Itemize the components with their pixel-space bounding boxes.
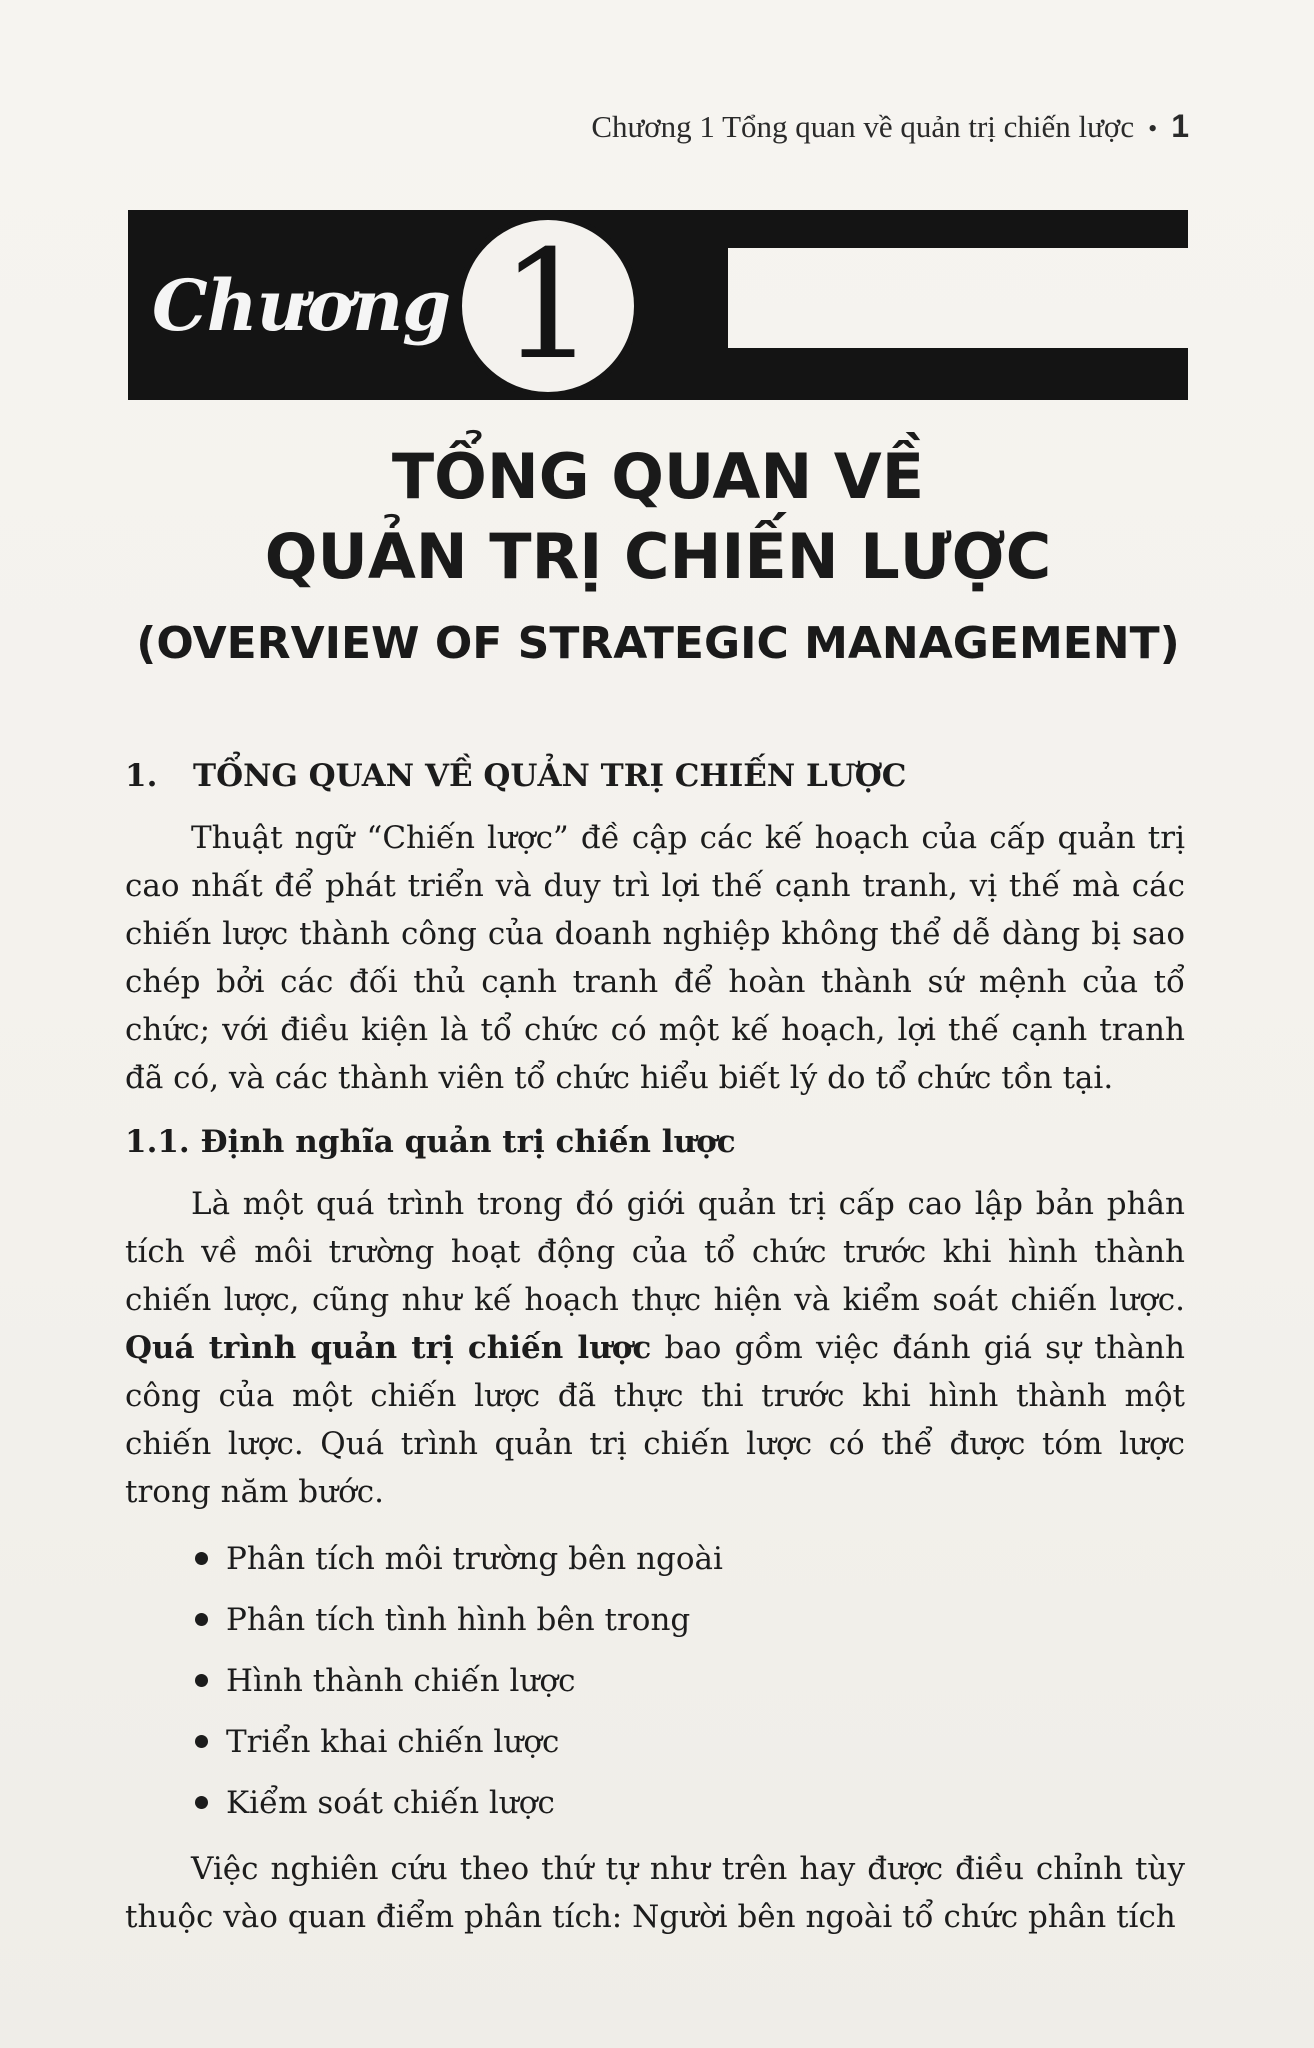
list-item [195,1650,1185,1711]
list-item [195,1711,1185,1772]
definition-text-start: Là một quá trình trong đó giới quản trị cấp cao lập bản phân tích về môi trường hoạt động của tổ chức trước khi hình thành chiến lược, cũng như kế hoạch thực hiện và kiểm soát chiến lược. [125,1186,1185,1318]
chapter-banner [128,210,1188,400]
running-header-title: Chương 1 Tổng quan về quản trị chiến lược [591,109,1135,144]
banner-bar-right [688,348,1188,400]
bullet-icon [195,1674,208,1687]
chapter-number: 1 [500,219,596,393]
chapter-title-line2: QUẢN TRỊ CHIẾN LƯỢC [264,520,1052,593]
list-item-text: Kiểm soát chiến lược [226,1784,555,1821]
running-header-bullet: • [1148,114,1158,143]
running-header [591,108,1189,145]
chapter-word: Chương [152,264,451,347]
list-item [195,1589,1185,1650]
list-item [195,1772,1185,1833]
section-heading-text: TỔNG QUAN VỀ QUẢN TRỊ CHIẾN LƯỢC [193,758,907,794]
closing-paragraph: Việc nghiên cứu theo thứ tự như trên hay được điều chỉnh tùy thuộc vào quan điểm phân tích: Người bên ngoài tổ chức phân tích [125,1851,1185,1935]
definition-bold-term: Quá trình quản trị chiến lược [125,1330,652,1366]
steps-list [195,1528,1185,1833]
list-item-text: Phân tích môi trường bên ngoài [226,1540,723,1577]
bullet-icon [195,1552,208,1565]
list-item-text: Hình thành chiến lược [226,1662,576,1699]
chapter-title-line1: TỔNG QUAN VỀ [391,440,925,513]
page-number: 1 [1171,108,1189,144]
bullet-icon [195,1613,208,1626]
banner-bar-top [128,210,1188,248]
section-paragraph: Thuật ngữ “Chiến lược” đề cập các kế hoạch của cấp quản trị cao nhất để phát triển và duy trì lợi thế cạnh tranh, vị thế mà các chiến lược thành công của doanh nghiệp không thể dễ dàng bị sao chép bởi các đối thủ cạnh tranh để hoàn thành sứ mệnh của tổ chức; với điều kiện là tổ chức có một kế hoạch, lợi thế cạnh tranh đã có, và các thành viên tổ chức hiểu biết lý do tổ chức tồn tại. [125,820,1185,1096]
definition-paragraph [125,1180,1185,1516]
chapter-title-english: (OVERVIEW OF STRATEGIC MANAGEMENT) [136,618,1180,669]
section-number: 1. [125,758,158,794]
subsection-heading: 1.1. Định nghĩa quản trị chiến lược [125,1124,736,1160]
definition-text-rest: bao gồm việc đánh giá sự thành công của một chiến lược đã thực thi trước khi hình thành một chiến lược. Quá trình quản trị chiến lược có thể được tóm lược trong năm bước. [125,1330,1185,1510]
list-item [195,1528,1185,1589]
bullet-icon [195,1735,208,1748]
list-item-text: Triển khai chiến lược [226,1723,560,1760]
list-item-text: Phân tích tình hình bên trong [226,1601,691,1638]
section-heading [125,752,1185,800]
body-content [125,752,1185,1941]
bullet-icon [195,1796,208,1809]
